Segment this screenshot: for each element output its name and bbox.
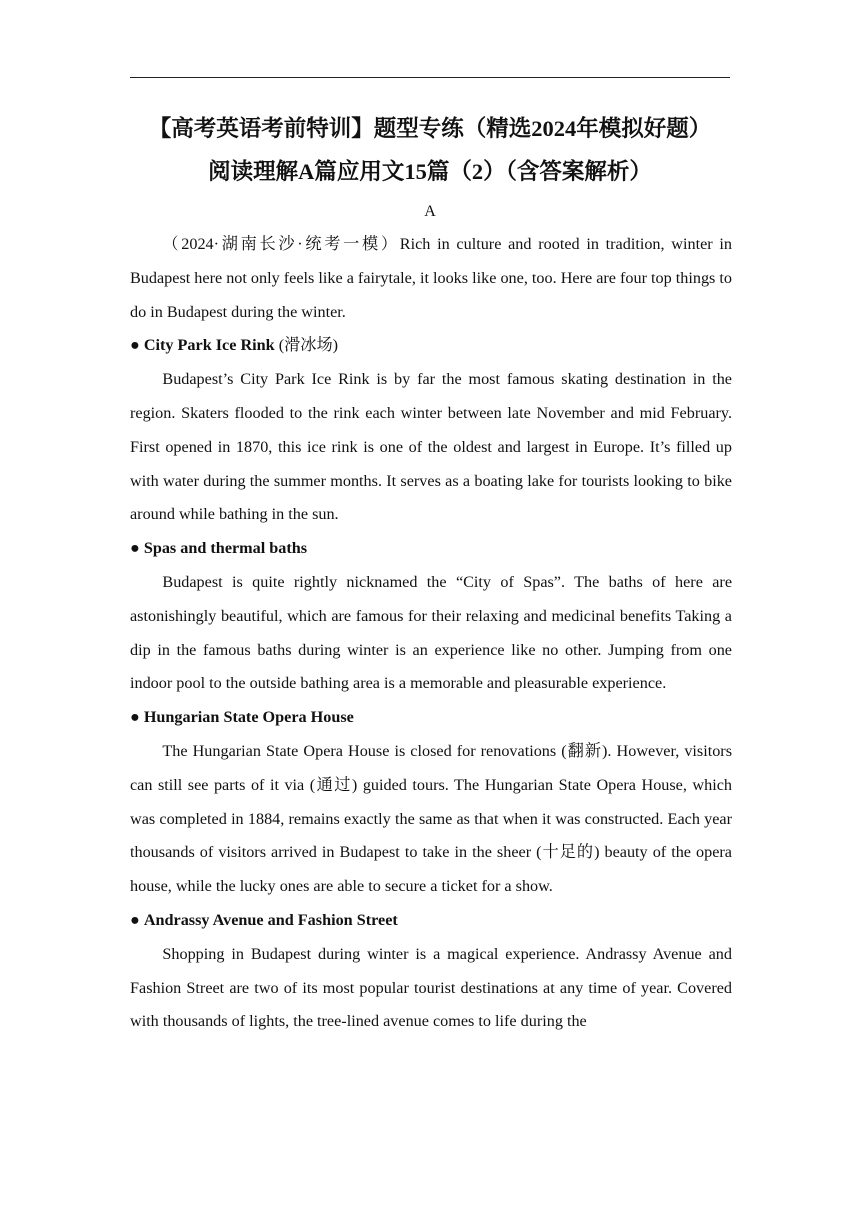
section-body-opera: The Hungarian State Opera House is closed for renovations (翻新). However, visitors can still see parts of it via (通过) guided tours. The Hungarian State Opera House, which was completed in 1884, remains exactly the same as that when it was constructed. Each year thousands of visitors arrived in Budapest to take in the sheer (十足的) beauty of the opera house, while the lucky ones are able to secure a ticket for a show.	[130, 741, 732, 896]
header-rule	[130, 77, 730, 78]
passage-letter: A	[424, 203, 436, 220]
bullet-icon: ●	[130, 910, 140, 929]
section-body-andrassy: Shopping in Budapest during winter is a magical experience. Andrassy Avenue and Fashion Street are two of its most popular tourist destinations at any time of year. Covered with thousands of lights, the tree-lined avenue comes to life during the	[130, 944, 732, 1031]
document-title-line2: 阅读理解A篇应用文15篇（2）（含答案解析）	[208, 159, 652, 184]
bullet-icon: ●	[130, 336, 140, 355]
section-heading-andrassy: ● Andrassy Avenue and Fashion Street	[130, 910, 398, 929]
bullet-icon: ●	[130, 708, 140, 727]
bullet-icon: ●	[130, 539, 140, 558]
section-body-ice-rink: Budapest’s City Park Ice Rink is by far the most famous skating destination in the region. Skaters flooded to the rink each winter between late November and mid February. First opened in 1870, this ice rink is one of the oldest and largest in Europe. It’s filled up with water during the summer months. It serves as a boating lake for tourists looking to bike around while bathing in the sun.	[130, 370, 732, 524]
document-title-line1: 【高考英语考前特训】题型专练（精选2024年模拟好题）	[148, 116, 712, 141]
passage-body	[130, 228, 732, 1039]
section-body-spas: Budapest is quite rightly nicknamed the “City of Spas”. The baths of here are astonishingly beautiful, which are famous for their relaxing and medicinal benefits Taking a dip in the famous baths during winter is an experience like no other. Jumping from one indoor pool to the outside bathing area is a memorable and pleasurable experience.	[130, 572, 732, 693]
passage-intro: （2024·湖南长沙·统考一模）Rich in culture and rooted in tradition, winter in Budapest here not only feels like a fairytale, it looks like one, too. Here are four top things to do in Budapest during the winter.	[130, 235, 732, 321]
section-heading-spas: ● Spas and thermal baths	[130, 539, 308, 558]
section-heading-ice-rink: ● City Park Ice Rink (滑冰场)	[130, 336, 339, 355]
section-heading-opera: ● Hungarian State Opera House	[130, 708, 354, 727]
